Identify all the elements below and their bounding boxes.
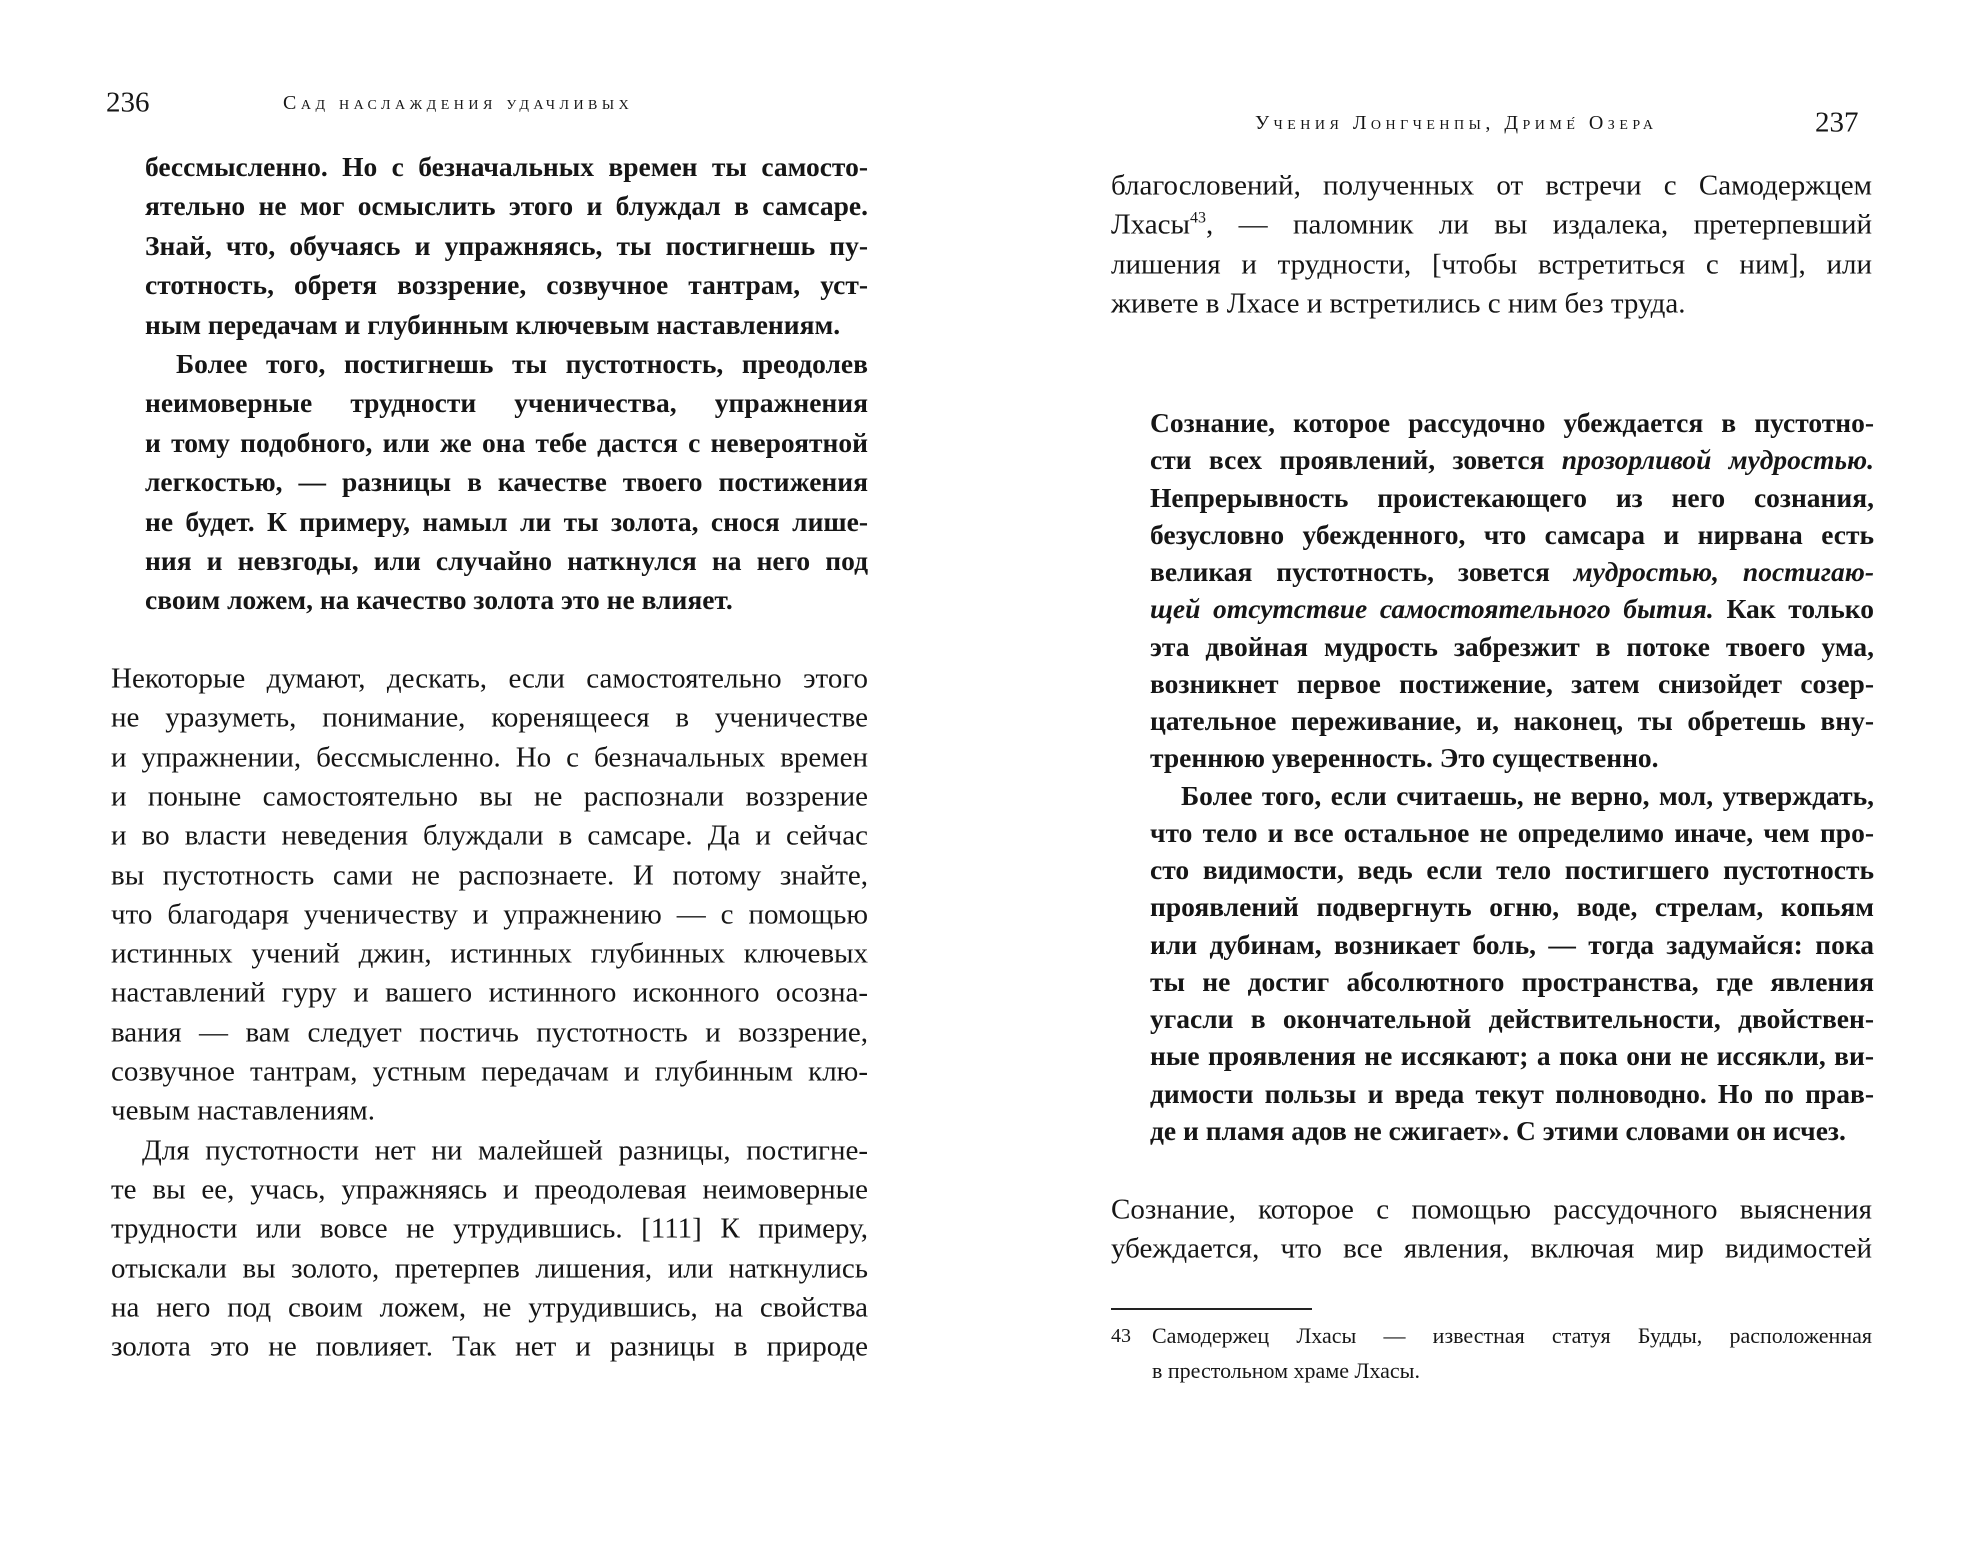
text-line xyxy=(111,938,868,971)
text-line xyxy=(111,1291,868,1324)
text-line xyxy=(145,506,868,538)
text-run: эта двойная мудрость забрезжит в потоке твоего ума, xyxy=(1150,630,1874,662)
text-line xyxy=(111,859,868,892)
text-run: убеждается, что все явления, включая мир видимостей xyxy=(1111,1232,1872,1265)
text-line xyxy=(145,427,868,459)
text-line xyxy=(1150,631,1874,663)
text-run: вы пустотность сами не распознаете. И потому знайте, xyxy=(111,859,868,891)
text-run: лишения и трудности, [чтобы встретиться с ним], или xyxy=(1111,248,1872,281)
text-line xyxy=(145,190,868,222)
text-run: и поныне самостоятельно вы не распознали воззрение xyxy=(111,780,868,813)
text-line xyxy=(145,545,868,577)
text-line xyxy=(145,584,868,616)
text-line xyxy=(145,151,868,183)
text-run: Более того, постигнешь ты пустотность, преодолев xyxy=(176,348,868,379)
text-run: вания — вам следует постичь пустотность и воззрение, xyxy=(111,1016,868,1049)
text-line xyxy=(1150,742,1874,774)
text-line xyxy=(1111,209,1872,242)
text-run: чевым наставлениям. xyxy=(111,1094,376,1127)
text-run: Некоторые думают, дескать, если самостоятельно этого xyxy=(111,662,868,695)
text-line xyxy=(1150,1078,1874,1110)
text-run: ным передачам и глубинным ключевым наставлениям. xyxy=(145,308,841,340)
text-line xyxy=(1150,519,1874,551)
text-run: не уразуметь, понимание, коренящееся в ученичестве xyxy=(111,701,868,734)
text-run: возникнет первое постижение, затем снизойдет созер- xyxy=(1150,667,1874,699)
text-run: Сознание, которое с помощью рассудочного выяснения xyxy=(1111,1193,1872,1226)
text-run: бессмысленно. Но с безначальных времен ты самосто- xyxy=(145,151,868,182)
text-run: Как только xyxy=(1713,593,1874,625)
text-run: благословений, полученных от встречи с Самодержцем xyxy=(1111,169,1872,202)
text-run: неимоверные трудности ученичества, упражнения xyxy=(145,387,868,419)
text-run: стотность, обретя воззрение, созвучное тантрам, уст- xyxy=(145,269,868,301)
text-run: ные проявления не иссякают; а пока они не иссякли, ви- xyxy=(1150,1040,1874,1072)
text-line xyxy=(1150,407,1874,439)
text-line xyxy=(111,780,868,813)
text-line xyxy=(111,1134,868,1167)
text-run: , — паломник ли вы издалека, претерпевший xyxy=(1205,208,1872,241)
text-line xyxy=(1150,929,1874,961)
text-line xyxy=(111,1252,868,1285)
text-run: треннюю уверенность. Это существенно. xyxy=(1150,742,1659,774)
text-run: своим ложем, на качество золота это не влияет. xyxy=(145,584,733,616)
text-run: созвучное тантрам, устным передачам и глубинным клю- xyxy=(111,1055,868,1088)
footnote-ref: 43 xyxy=(1190,209,1206,227)
text-run: сто видимости, ведь если тело постигшего пустотность xyxy=(1150,854,1874,885)
page-number: 237 xyxy=(1815,106,1859,139)
text-run: Самодержец Лхасы — известная статуя Будды, расположенная xyxy=(1152,1323,1872,1348)
text-run: сти всех проявлений, зовется xyxy=(1150,444,1562,476)
text-line xyxy=(1150,556,1874,588)
text-line xyxy=(111,1173,868,1206)
text-run: истинных учений джин, истинных глубинных ключевых xyxy=(111,937,868,970)
text-line xyxy=(111,1213,868,1246)
text-line xyxy=(145,269,868,301)
text-run: что тело и все остальное не определимо иначе, чем про- xyxy=(1150,816,1874,848)
text-run: ты не достиг абсолютного пространства, где явления xyxy=(1150,965,1874,997)
text-line xyxy=(111,1331,868,1364)
text-run: и упражнении, бессмысленно. Но с безначальных времен xyxy=(111,741,868,774)
text-line xyxy=(111,741,868,774)
text-run: золота это не повлияет. Так нет и разницы в природе xyxy=(111,1330,868,1363)
text-line xyxy=(1150,891,1874,923)
text-run: Для пустотности нет ни малейшей разницы, постигне- xyxy=(142,1134,868,1167)
text-run: цательное переживание, и, наконец, ты обретешь вну- xyxy=(1150,705,1874,736)
text-run: проявлений подвергнуть огню, воде, стрелам, копьям xyxy=(1150,891,1874,923)
text-run: что благодаря ученичеству и упражнению — с помощью xyxy=(111,898,868,931)
text-run: ния и невзгоды, или случайно наткнулся на него под xyxy=(145,545,868,576)
text-line xyxy=(1111,170,1872,203)
text-line xyxy=(1152,1323,1872,1349)
italic-term: прозорливой мудростью. xyxy=(1561,444,1874,476)
text-run: Непрерывность проистекающего из него сознания, xyxy=(1150,481,1874,513)
text-run: те вы ее, учась, упражняясь и преодолевая неимоверные xyxy=(111,1173,868,1206)
text-run: и во власти неведения блуждали в самсаре. Да и сейчас xyxy=(111,819,868,852)
text-line xyxy=(111,1056,868,1089)
text-run: трудности или вовсе не утрудившись. [111] К примеру, xyxy=(111,1212,868,1245)
text-line xyxy=(111,1016,868,1049)
text-run: великая пустотность, зовется xyxy=(1150,556,1574,587)
text-line xyxy=(1150,482,1874,514)
italic-term: мудростью, постигаю- xyxy=(1573,556,1874,587)
text-line xyxy=(1111,1194,1872,1227)
text-run: или дубинам, возникает боль, — тогда задумайся: пока xyxy=(1150,928,1874,960)
text-line xyxy=(1150,444,1874,476)
text-line xyxy=(1150,668,1874,700)
right-page xyxy=(981,0,1962,1565)
text-run: Знай, что, обучаясь и упражняясь, ты постигнешь пу- xyxy=(145,229,868,261)
text-run: Сознание, которое рассудочно убеждается в пустотно- xyxy=(1150,407,1874,438)
text-line xyxy=(111,898,868,931)
text-run: Лхасы xyxy=(1111,208,1191,241)
text-line xyxy=(1111,248,1872,281)
page-number: 236 xyxy=(106,86,150,119)
text-run: угасли в окончательной действительности, двойствен- xyxy=(1150,1003,1874,1034)
footnote-number: 43 xyxy=(1111,1325,1131,1347)
text-line xyxy=(111,977,868,1010)
footnote-separator xyxy=(1111,1308,1312,1310)
text-run: ятельно не мог осмыслить этого и блуждал в самсаре. xyxy=(145,190,868,222)
text-line xyxy=(1152,1358,1872,1384)
text-line xyxy=(1150,1115,1874,1147)
text-run: Более того, если считаешь, не верно, мол, утверждать, xyxy=(1181,779,1874,811)
text-line xyxy=(1150,705,1874,737)
text-run: и тому подобного, или же она тебе дастся с невероятной xyxy=(145,426,868,458)
text-run: в престольном храме Лхасы. xyxy=(1152,1358,1420,1383)
text-line xyxy=(1150,966,1874,998)
text-run: наставлений гуру и вашего истинного исконного осозна- xyxy=(111,976,868,1009)
text-line xyxy=(1150,593,1874,625)
text-run: не будет. К примеру, намыл ли ты золота, снося лише- xyxy=(145,505,868,537)
running-head: Сад наслаждения удачливых xyxy=(283,92,634,114)
text-line xyxy=(1150,780,1874,812)
text-line xyxy=(111,702,868,735)
text-line xyxy=(1150,817,1874,849)
text-run: живете в Лхасе и встретились с ним без труда. xyxy=(1111,287,1686,320)
text-line xyxy=(111,1095,868,1128)
text-line xyxy=(1150,1040,1874,1072)
text-line xyxy=(1150,1003,1874,1035)
text-line xyxy=(145,387,868,419)
text-run: безусловно убежденного, что самсара и нирвана есть xyxy=(1150,518,1874,550)
text-line xyxy=(1150,854,1874,886)
text-line xyxy=(145,309,868,341)
italic-term: щей отсутствие самостоятельного бытия. xyxy=(1150,593,1714,625)
text-line xyxy=(111,820,868,853)
text-line xyxy=(1111,288,1872,321)
text-line xyxy=(145,230,868,262)
text-run: легкостью, — разницы в качестве твоего постижения xyxy=(145,466,868,498)
text-line xyxy=(145,466,868,498)
text-run: отыскали вы золото, претерпев лишения, или наткнулись xyxy=(111,1252,868,1284)
text-line xyxy=(145,348,868,380)
text-line xyxy=(1111,1233,1872,1266)
text-run: де и пламя адов не сжигает». С этими словами он исчез. xyxy=(1150,1114,1846,1146)
text-run: на него под своим ложем, не утрудившись, на свойства xyxy=(111,1291,868,1324)
running-head: Учения Лонгченпы, Дриме́ Озера xyxy=(1255,112,1658,134)
text-line xyxy=(111,663,868,696)
text-run: димости пользы и вреда текут полноводно. Но по прав- xyxy=(1150,1077,1874,1109)
